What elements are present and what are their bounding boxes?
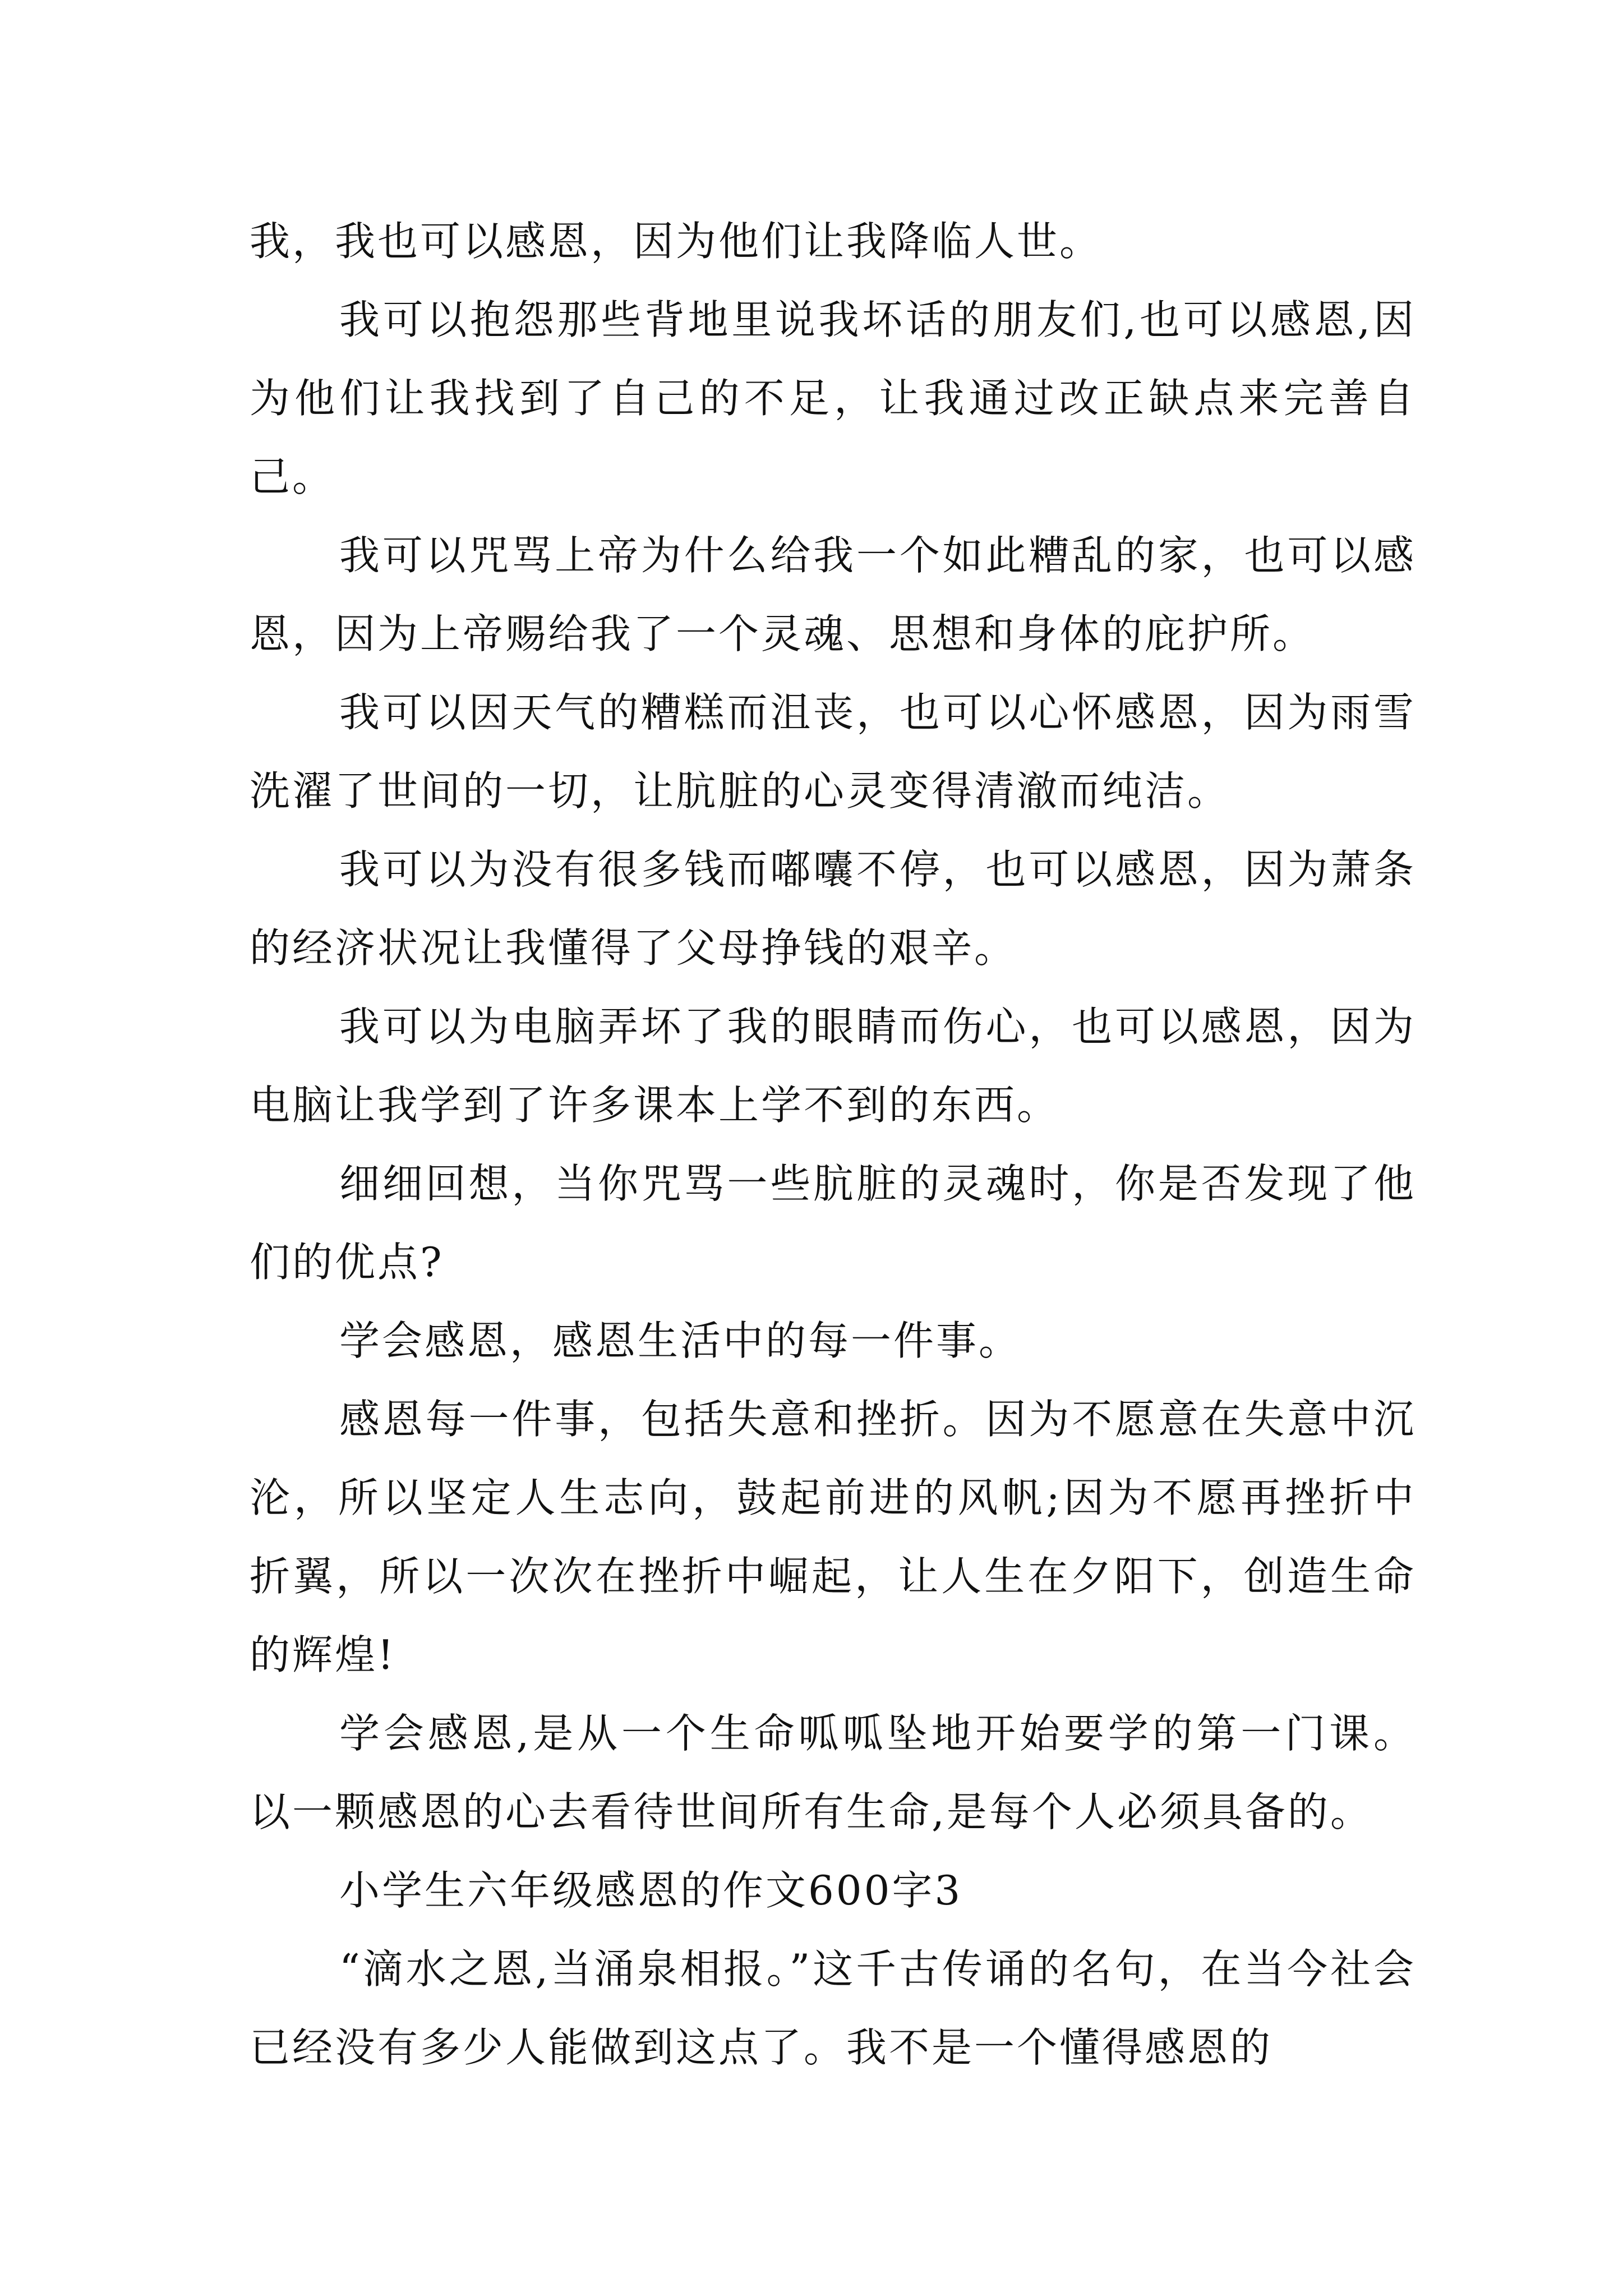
paragraph-4: 我可以因天气的糟糕而沮丧，也可以心怀感恩，因为雨雪洗濯了世间的一切，让肮脏的心灵变得清澈而纯洁。 [250, 689, 1416, 815]
paragraph-9: 感恩每一件事，包括失意和挫折。因为不愿意在失意中沉沦，所以坚定人生志向，鼓起前进的风帆;因为不愿再挫折中折翼，所以一次次在挫折中崛起，让人生在夕阳下，创造生命的辉煌! [250, 1396, 1416, 1678]
paragraph-5: 我可以为没有很多钱而嘟囔不停，也可以感恩，因为萧条的经济状况让我懂得了父母挣钱的艰辛。 [250, 846, 1416, 972]
paragraph-1: 我，我也可以感恩，因为他们让我降临人世。 [250, 218, 1103, 265]
paragraph-10: 学会感恩,是从一个生命呱呱坠地开始要学的第一门课。以一颗感恩的心去看待世间所有生命,是每个人必须具备的。 [250, 1710, 1416, 1835]
paragraph-2: 我可以抱怨那些背地里说我坏话的朋友们,也可以感恩,因为他们让我找到了自己的不足，让我通过改正缺点来完善自己。 [250, 296, 1416, 500]
paragraph-11: “滴水之恩,当涌泉相报。”这千古传诵的名句，在当今社会已经没有多少人能做到这点了。我不是一个懂得感恩的 [250, 1945, 1416, 2071]
document-body [250, 202, 1416, 2087]
section-heading: 小学生六年级感恩的作文600字3 [339, 1867, 963, 1914]
paragraph-3: 我可以咒骂上帝为什么给我一个如此糟乱的家，也可以感恩，因为上帝赐给我了一个灵魂、思想和身体的庇护所。 [250, 532, 1416, 657]
paragraph-8: 学会感恩，感恩生活中的每一件事。 [339, 1317, 1022, 1364]
paragraph-7: 细细回想，当你咒骂一些肮脏的灵魂时，你是否发现了他们的优点? [250, 1160, 1416, 1286]
paragraph-6: 我可以为电脑弄坏了我的眼睛而伤心，也可以感恩，因为电脑让我学到了许多课本上学不到的东西。 [250, 1003, 1416, 1129]
